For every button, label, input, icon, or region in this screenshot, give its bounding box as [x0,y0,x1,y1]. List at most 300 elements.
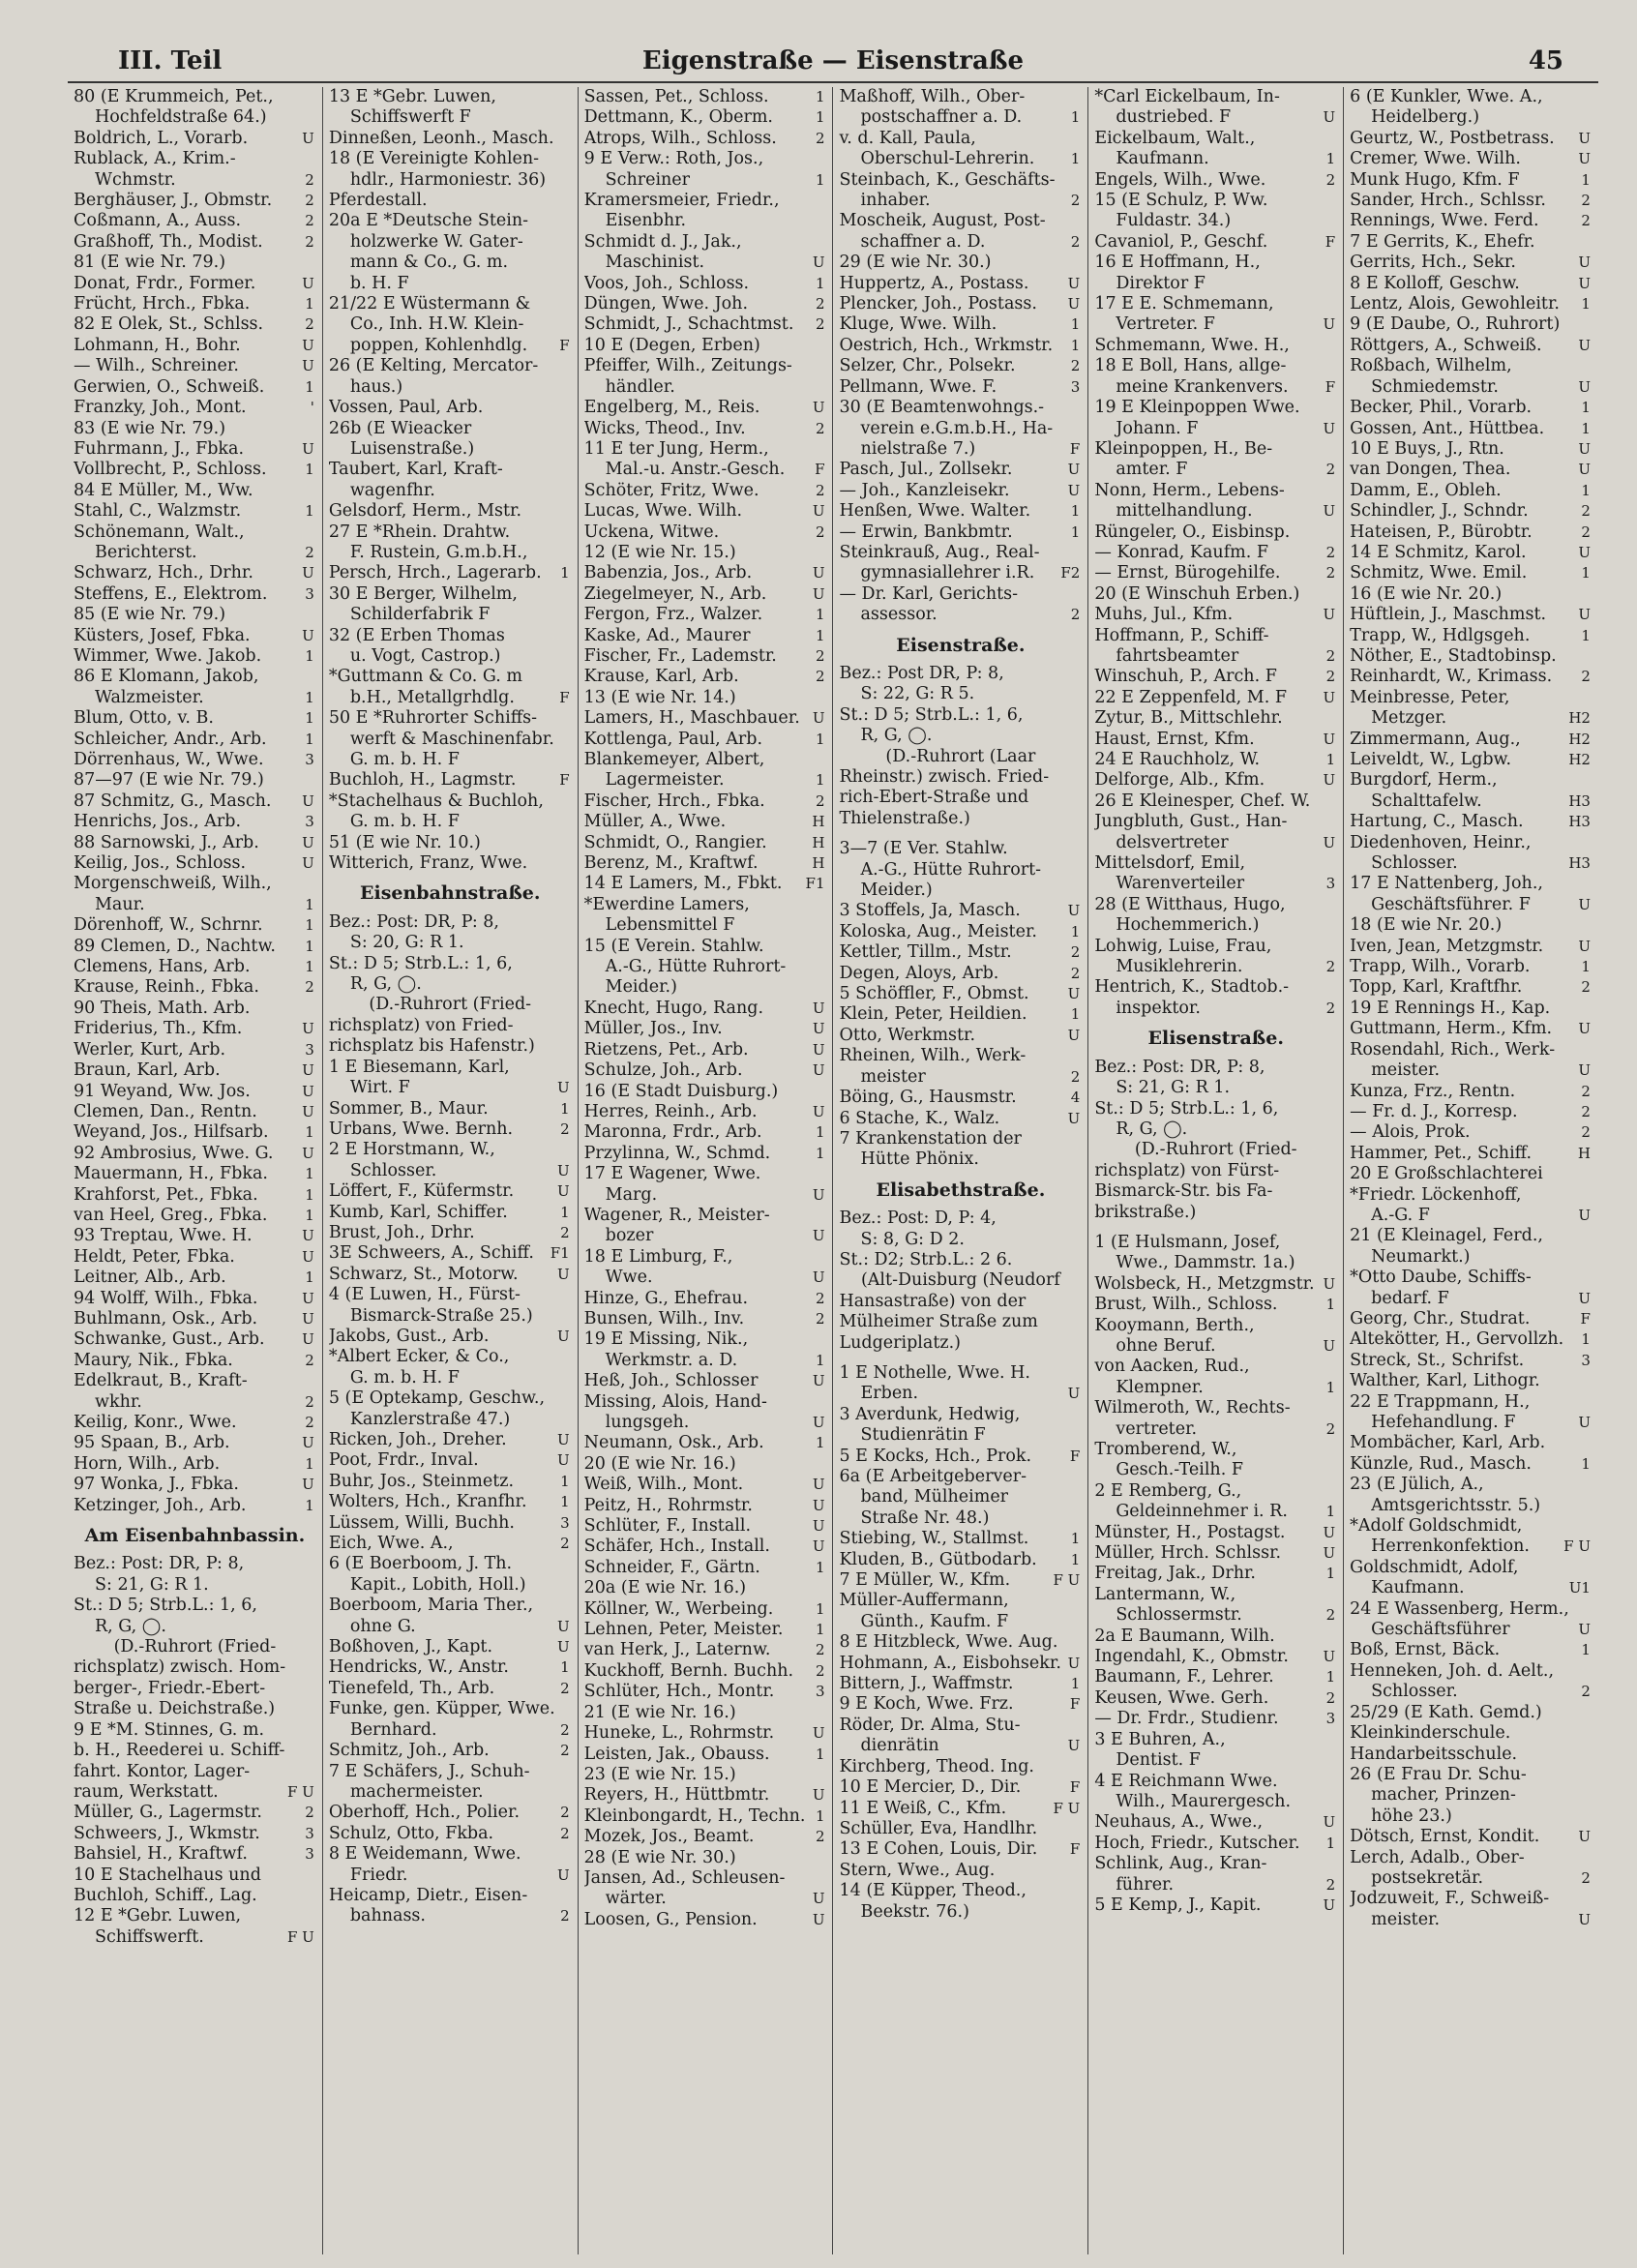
directory-entry [584,211,827,231]
directory-entry [1094,398,1337,418]
entry-text: Lebensmittel F [605,915,735,936]
directory-entry [1350,812,1592,832]
entry-text: mittelhandlung. [1116,501,1253,522]
entry-marker: F [1069,1447,1081,1465]
entry-text: 19 E Rennings H., Kap. [1350,998,1551,1018]
entry-marker: U [1578,274,1591,292]
entry-text: b.H., Metallgrhdlg. [349,687,515,707]
directory-entry [839,1529,1082,1549]
entry-text: Lerch, Adalb., Ober- [1350,1847,1525,1867]
entry-text: inspektor. [1116,998,1201,1018]
entry-marker: 3 [305,1824,314,1842]
directory-entry [1094,336,1337,356]
entry-marker: U [1323,315,1336,334]
directory-entry [1094,895,1337,915]
entry-text: Reyers, H., Hüttbmtr. [583,1785,770,1805]
directory-entry [839,1004,1082,1025]
entry-text: Engels, Wilh., Wwe. [1094,169,1266,190]
directory-entry [1094,1543,1337,1564]
directory-entry [1094,1792,1337,1812]
directory-entry [1350,1060,1592,1081]
entry-text: Otto, Werkmstr. [839,1025,976,1045]
directory-entry [74,1496,316,1516]
entry-text: Keusen, Wwe. Gerh. [1094,1687,1269,1708]
entry-text: 83 (E wie Nr. 79.) [74,418,226,438]
entry-text: Schmidt d. J., Jak., [583,231,742,252]
entry-text: Meider.) [605,977,677,998]
directory-entry [1350,1537,1592,1557]
directory-entry [584,1889,827,1909]
entry-text: Bunsen, Wilh., Inv. [583,1308,745,1328]
directory-entry [1094,294,1337,314]
directory-entry [1350,605,1592,625]
entry-text: 13 E Cohen, Louis, Dir. [839,1839,1038,1860]
entry-text: Herres, Reinh., Arb. [583,1101,758,1121]
directory-entry [1350,957,1592,977]
entry-text: Wwe. [605,1268,653,1288]
entry-text: Kumb, Karl, Schiffer. [328,1202,508,1222]
directory-entry [1350,1868,1592,1889]
entry-text: 16 (E Stadt Duisburg.) [583,1081,779,1101]
directory-entry [584,915,827,936]
entry-text: Schmidt, J., Schachtmst. [583,314,794,335]
entry-text: 14 (E Küpper, Theod., [839,1881,1027,1901]
directory-entry [329,1243,572,1264]
entry-marker: 2 [815,791,825,810]
directory-entry [1350,191,1592,211]
directory-entry [329,1016,572,1036]
directory-entry [1350,1289,1592,1309]
entry-marker: 2 [1325,461,1336,479]
entry-marker: U [1067,274,1081,292]
entry-marker: 1 [1325,1834,1336,1852]
entry-text: Ricken, Joh., Dreher. [328,1430,507,1449]
entry-marker: U [557,1431,570,1448]
entry-text: 3E Schweers, A., Schiff. [328,1243,534,1264]
entry-text: 5 Schöffler, F., Obmst. [839,984,1029,1004]
directory-entry [74,770,316,791]
entry-marker: 2 [815,522,825,541]
directory-entry [329,626,572,646]
entry-marker: 2 [1581,1123,1591,1142]
directory-entry [1094,522,1337,543]
directory-entry [1350,1392,1592,1413]
directory-entry [1094,481,1337,501]
directory-entry [839,1425,1082,1446]
directory-entry [74,1475,316,1495]
entry-text: Wagener, R., Meister- [583,1205,770,1225]
entry-text: Roßbach, Wilhelm, [1350,356,1512,376]
entry-text: Rennings, Wwe. Ferd. [1350,211,1539,231]
entry-text: 90 Theis, Math. Arb. [74,998,251,1018]
entry-text: Diedenhoven, Heinr., [1350,832,1532,852]
directory-entry [584,1599,827,1620]
directory-entry [1094,605,1337,625]
directory-entry [839,901,1082,921]
street-heading: Eisenstraße. [896,634,1026,656]
directory-entry [1350,1144,1592,1164]
directory-entry [329,1824,572,1844]
directory-entry [1350,1454,1592,1475]
entry-marker: U [302,274,314,292]
directory-entry [1350,336,1592,356]
entry-text: Pfeiffer, Wilh., Zeitungs- [583,356,792,376]
directory-entry [839,1230,1082,1250]
directory-entry [74,999,316,1019]
entry-text: Oberschul-Lehrerin. [860,149,1035,169]
directory-entry [1350,646,1592,667]
entry-text: Schulz, Otto, Fkba. [328,1823,494,1843]
entry-marker: U [302,791,314,810]
entry-marker: 1 [305,1165,314,1183]
entry-marker: U [812,1268,825,1287]
entry-text: (D.-Ruhrort (Fried- [369,995,532,1015]
directory-entry [584,895,827,915]
entry-text: 5 (E Optekamp, Geschw., [328,1388,546,1409]
directory-entry [1350,1806,1592,1827]
entry-marker: 2 [560,1223,570,1241]
entry-text: Gossen, Ant., Hüttbea. [1350,418,1545,438]
entry-marker: U [1323,108,1336,127]
directory-entry [584,1019,827,1039]
entry-text: 8 E Weidemann, Wwe. [328,1844,521,1865]
entry-text: Krause, Karl, Arb. [583,667,739,687]
entry-text: Keilig, Jos., Schloss. [74,853,247,874]
directory-entry [1094,853,1337,874]
entry-marker: 1 [1070,502,1081,521]
directory-entry [1350,1413,1592,1433]
directory-entry [1094,1667,1337,1687]
entry-text: Löffert, F., Küfermstr. [328,1181,515,1202]
entry-text: Schalttafelw. [1371,791,1482,811]
directory-entry [839,1799,1082,1819]
directory-entry [1350,688,1592,708]
directory-entry [839,1149,1082,1170]
entry-text: Huppertz, A., Postass. [839,273,1029,293]
entry-marker: U [1578,543,1591,561]
directory-entry [329,1058,572,1078]
directory-entry [1094,191,1337,211]
entry-text: 30 E Berger, Wilhelm, [328,583,518,604]
directory-entry [1350,791,1592,812]
entry-text: 18 (E Vereinigte Kohlen- [328,149,540,169]
entry-text: Kettler, Tillm., Mstr. [839,942,1012,963]
entry-text: Vossen, Paul, Arb. [328,398,484,418]
directory-entry [74,833,316,853]
entry-text: Handarbeitsschule. [1350,1744,1518,1764]
directory-entry [1094,1895,1337,1916]
directory-entry [329,563,572,583]
directory-entry [1094,1460,1337,1480]
entry-marker: 1 [1581,1454,1591,1473]
entry-text: Luisenstraße.) [349,438,475,459]
entry-marker: 1 [305,937,314,955]
entry-text: Direktor F [1116,273,1205,293]
directory-entry [1350,1371,1592,1391]
entry-text: Schleicher, Andr., Arb. [74,729,267,749]
directory-entry [329,1657,572,1678]
directory-entry [74,1575,316,1596]
entry-text: Hütte Phönix. [860,1149,979,1170]
entry-marker: U [1578,606,1591,624]
entry-text: 8 E Hitzbleck, Wwe. Aug. [839,1632,1058,1653]
entry-text: Graßhoff, Th., Modist. [74,231,263,252]
page-header [68,43,1598,83]
entry-marker: U [812,502,825,521]
directory-entry [1094,1099,1337,1119]
entry-marker: 1 [815,108,825,127]
entry-text: 13 (E wie Nr. 14.) [583,687,736,707]
directory-entry [329,253,572,273]
entry-text: Schlossermstr. [1116,1605,1242,1626]
directory-entry [1094,1564,1337,1584]
directory-entry [584,750,827,770]
entry-marker: F U [287,1782,314,1801]
directory-entry [74,191,316,211]
directory-entry [74,1082,316,1102]
entry-marker: U [302,833,314,851]
entry-text: dienrätin [860,1736,939,1756]
entry-marker: 2 [1581,522,1591,541]
entry-text: 30 (E Beamtenwohngs.- [839,398,1045,418]
entry-text: Schiffswerft. [95,1926,204,1947]
entry-text: Musiklehrerin. [1116,957,1243,977]
directory-entry [1350,149,1592,169]
entry-text: Dötsch, Ernst, Kondit. [1350,1827,1540,1847]
entry-marker: 1 [815,1434,825,1452]
directory-entry [1350,1848,1592,1868]
entry-marker: F [1069,1778,1081,1797]
entry-text: Schneider, F., Gärtn. [583,1557,760,1577]
entry-text: Wolters, Hch., Kranfhr. [328,1492,527,1512]
entry-text: Eisenbhr. [605,211,687,231]
directory-entry [584,522,827,543]
entry-text: 81 (E wie Nr. 79.) [74,253,226,273]
entry-text: u. Vogt, Castrop.) [349,645,501,666]
directory-entry [839,460,1082,480]
directory-entry [839,419,1082,439]
directory-entry [74,853,316,874]
entry-marker: F U [1053,1799,1081,1817]
entry-text: Henrichs, Jos., Arb. [74,812,242,832]
entry-marker: U [302,1144,314,1162]
directory-entry [1094,563,1337,583]
directory-entry [74,377,316,398]
entry-text: Tienefeld, Th., Arb. [328,1678,495,1698]
entry-marker: 3 [305,1040,314,1059]
entry-marker: 1 [305,958,314,976]
directory-entry [1350,1640,1592,1660]
directory-entry [839,860,1082,880]
directory-entry [1350,1082,1592,1102]
directory-entry [584,957,827,977]
entry-marker: U [302,1061,314,1080]
entry-text: Schweers, J., Wkmstr. [74,1823,260,1843]
entry-marker: U [302,439,314,458]
directory-entry [1094,170,1337,191]
directory-entry [74,1844,316,1865]
entry-text: Hentrich, K., Stadtob.- [1094,977,1290,998]
directory-entry [584,874,827,894]
entry-text: Hartung, C., Masch. [1350,812,1524,832]
entry-marker: U [812,1227,825,1245]
entry-text: Poot, Frdr., Inval. [328,1450,479,1471]
entry-text: Burgdorf, Herm., [1350,770,1498,791]
directory-entry [584,937,827,957]
entry-text: richsplatz) von Fürst- [1094,1160,1280,1180]
entry-marker: 1 [305,709,314,728]
directory-entry [329,170,572,191]
entry-marker: F [1324,232,1336,251]
directory-entry [1094,977,1337,998]
entry-text: delsvertreter [1116,832,1229,852]
directory-entry [74,937,316,957]
directory-entry [329,1906,572,1926]
entry-text: Zytur, B., Mittschlehr. [1094,708,1283,729]
entry-text: van Dongen, Thea. [1350,460,1511,480]
directory-entry [584,1848,827,1868]
directory-entry [329,1575,572,1596]
directory-entry [839,439,1082,460]
entry-text: *Otto Daube, Schiffs- [1350,1268,1532,1288]
entry-marker: U [812,709,825,728]
directory-entry [74,1247,316,1268]
directory-entry [839,880,1082,901]
directory-entry [329,294,572,314]
entry-marker: 2 [1581,1683,1591,1701]
directory-entry [839,1591,1082,1611]
directory-entry [1094,688,1337,708]
directory-entry [1094,1316,1337,1336]
entry-text: Pasch, Jul., Zollsekr. [839,460,1013,480]
entry-text: Bismarck-Str. bis Fa- [1094,1181,1273,1202]
entry-text: 86 E Klomann, Jakob, [74,667,259,687]
directory-entry [584,1496,827,1516]
entry-marker: U [812,1537,825,1556]
directory-entry [329,1430,572,1450]
directory-entry [329,1803,572,1823]
entry-text: Donat, Frdr., Former. [74,273,256,293]
directory-entry [584,1723,827,1744]
directory-entry [1094,439,1337,460]
entry-text: Münster, H., Postagst. [1094,1522,1286,1542]
directory-columns [68,87,1598,2254]
entry-text: Schönemann, Walt., [74,522,245,542]
directory-entry [839,922,1082,942]
directory-entry [584,1827,827,1847]
entry-text: Damm, E., Obleh. [1350,480,1502,500]
directory-entry [74,1144,316,1164]
directory-entry [584,688,827,708]
entry-marker: 1 [305,730,314,748]
directory-entry [584,1910,827,1930]
directory-entry [1094,419,1337,439]
directory-entry [74,1803,316,1823]
entry-text: 10 E Buys, J., Rtn. [1350,438,1504,459]
entry-marker: 2 [305,1804,314,1822]
directory-entry [839,1736,1082,1756]
entry-text: Schulze, Joh., Arb. [583,1060,743,1081]
directory-entry [1350,481,1592,501]
entry-text: Becker, Phil., Vorarb. [1350,398,1533,418]
directory-entry [1350,770,1592,791]
directory-entry [1350,1351,1592,1371]
directory-entry [839,1881,1082,1901]
entry-text: Johann. F [1116,418,1199,438]
entry-marker: F U [287,1927,314,1946]
entry-text: Muhs, Jul., Kfm. [1094,605,1234,625]
directory-entry [329,646,572,667]
entry-text: 3 E Buhren, A., [1094,1729,1226,1749]
entry-marker: 1 [1325,1503,1336,1521]
entry-text: 24 E Wassenberg, Herm., [1350,1598,1569,1619]
entry-text: Krause, Reinh., Fbka. [74,977,259,998]
entry-marker: 1 [815,88,825,105]
directory-entry [584,1144,827,1164]
directory-entry [1094,1626,1337,1647]
directory-entry [839,1109,1082,1129]
directory-entry [74,1720,316,1741]
entry-marker: U [557,1182,570,1201]
column-5 [1088,87,1344,2254]
entry-text: 6 (E Kunkler, Wwe. A., [1350,87,1543,106]
entry-text: Maur. [95,894,145,914]
entry-marker: 1 [1581,958,1591,976]
entry-text: Warenverteiler [1116,874,1245,894]
directory-entry [584,563,827,583]
entry-text: Leisten, Jak., Obauss. [583,1744,770,1764]
entry-marker: U [557,1617,570,1635]
directory-entry [74,1392,316,1413]
entry-text: Dörenhoff, W., Schrnr. [74,915,263,936]
directory-entry [1094,874,1337,894]
directory-entry [1350,274,1592,294]
entry-text: *Adolf Goldschmidt, [1350,1516,1523,1537]
entry-text: Brust, Wilh., Schloss. [1094,1295,1278,1315]
entry-text: 26b (E Wieacker [328,418,472,438]
directory-entry [584,191,827,211]
directory-entry [329,460,572,480]
entry-text: höhe 23.) [1371,1805,1452,1826]
entry-marker: U [1578,1206,1591,1224]
directory-entry [584,1703,827,1723]
directory-entry [74,977,316,998]
entry-text: Schlosser. [349,1160,437,1180]
entry-text: Loosen, G., Pension. [583,1909,758,1929]
entry-text: Munk Hugo, Kfm. F [1350,169,1520,190]
entry-marker: 2 [1581,192,1591,210]
directory-entry [329,149,572,169]
entry-marker: 1 [1325,1378,1336,1396]
entry-text: wärter. [605,1889,667,1909]
entry-text: Schäfer, Hch., Install. [583,1537,770,1557]
entry-text: 82 E Olek, St., Schlss. [74,314,264,335]
entry-text: Freitag, Jak., Drhr. [1094,1564,1256,1584]
entry-marker: 1 [815,1806,825,1825]
entry-marker: U [302,1289,314,1307]
entry-marker: 1 [815,626,825,644]
entry-text: Wchmstr. [95,169,176,190]
entry-text: Kanzlerstraße 47.) [349,1409,511,1429]
entry-marker: 1 [1325,751,1336,768]
directory-entry [74,1554,316,1574]
entry-marker: U [1067,1654,1081,1672]
entry-marker: U [812,399,825,417]
entry-text: Dentist. F [1116,1750,1201,1771]
entry-marker: 3 [305,1845,314,1864]
directory-entry [1350,170,1592,191]
directory-entry [1094,460,1337,480]
